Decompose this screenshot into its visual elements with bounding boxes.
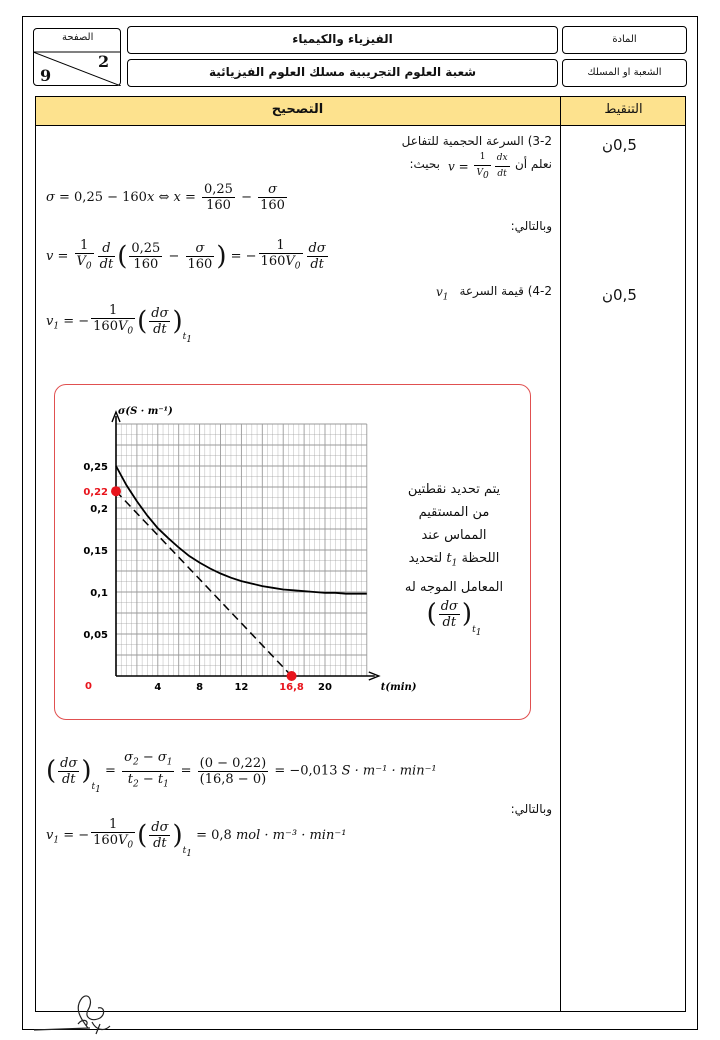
x-axis-label: t(min) (380, 682, 417, 693)
thus-2: وبالتالي: (510, 802, 552, 816)
x-tick-label: 20 (318, 682, 332, 693)
page-number: 2 (98, 52, 110, 71)
col-score-heading: التنقيط (604, 102, 643, 117)
y-tick-label: 0,1 (90, 588, 108, 599)
chart-note (384, 478, 524, 644)
x-tick-label: 4 (154, 682, 162, 693)
q32-title: 3-2) السرعة الحجمية للتفاعل (401, 134, 552, 148)
note-line-3: المماس عند (421, 528, 487, 543)
v-expression: v = $\frac{1}{V_0}$ $\frac{d}{dt}$ ( $\frac{0,25}{160}$ − $\frac{\sigma}{160}$ ) = − $\frac{1}{160V_0}$ $\frac{d\sigma}{dt}$ (46, 238, 326, 272)
note-line-5: المعامل الموجه له (404, 579, 504, 595)
thus-1: وبالتالي: (510, 219, 552, 233)
x-tick-label: 16,8 (279, 682, 304, 693)
y-tick-label: 0,22 (83, 487, 108, 499)
origin-label: 0 (85, 681, 92, 692)
tangent-point (111, 486, 121, 496)
subject-label: المادة (612, 34, 637, 45)
y-tick-label: 0,05 (83, 630, 108, 641)
slope-unit: S · m⁻¹ · min⁻¹ (341, 763, 437, 779)
note-line-4 (384, 547, 524, 576)
note-line-4-a: اللحظة (461, 551, 500, 566)
slope-calculation: ( $\frac{d\sigma}{dt}$ )$_{t_1}$ = $\frac{\sigma_2 - \sigma_1}{t_2 - t_1}$ = $\frac{(0 - 0,22)}{(16,8 - 0)}$ = −0,013 S · m⁻¹ · min⁻¹ (46, 750, 437, 795)
tangent-line (116, 491, 292, 676)
page-label: الصفحة (62, 32, 94, 43)
col-correction-heading: التصحيح (271, 102, 324, 117)
v1-value: = 0,8 (196, 827, 232, 843)
subject-title: الفيزياء والكيمياء (292, 32, 393, 46)
total-pages: 9 (40, 66, 52, 85)
note-derivative: ( $\frac{d\sigma}{dt}$ )$_{t_1}$ (426, 598, 482, 638)
branch-label: الشعبة او المسلك (587, 67, 662, 78)
y-tick-label: 0,2 (90, 504, 108, 515)
score-2: 0,5ن (602, 286, 637, 304)
signature (30, 988, 120, 1038)
score-1: 0,5ن (602, 136, 637, 154)
table-col-divider (560, 96, 561, 1012)
y-tick-label: 0,15 (83, 546, 108, 557)
tangent-point (287, 671, 297, 681)
v1-unit: mol · m⁻³ · min⁻¹ (235, 827, 347, 843)
t1-symbol: $t_1$ (446, 551, 458, 569)
q32-since: بحيث: (409, 157, 440, 171)
sigma-equation: σ = 0,25 − 160x ⇔ x = $\frac{0,25}{160}$ − $\frac{\sigma}{160}$ (46, 182, 285, 213)
x-tick-label: 12 (234, 682, 249, 693)
note-line-1: يتم تحديد نقطتين (407, 482, 501, 497)
v1-symbol: $v_1$ (436, 285, 449, 303)
y-tick-label: 0,25 (83, 462, 108, 473)
branch-title: شعبة العلوم التجريبية مسلك العلوم الفيزيائية (208, 65, 477, 79)
v-definition: v = $\frac{1}{V_0}$ $\frac{dx}{dt}$ (448, 152, 508, 181)
note-line-4-b: لتحديد (408, 551, 443, 566)
note-line-2: من المستقيم (418, 505, 490, 520)
v1-expression: $v_1$ = − $\frac{1}{160V_0}$ ( $\frac{d\sigma}{dt}$ )$_{t_1}$ (46, 303, 192, 345)
q32-line: نعلم أن (514, 157, 552, 171)
v1-result: $v_1$ = − $\frac{1}{160V_0}$ ( $\frac{d\sigma}{dt}$ )$_{t_1} = 0,8$ mol · m⁻³ · min⁻¹ (46, 817, 347, 859)
q42-title: 4-2) قيمة السرعة (459, 284, 552, 298)
slope-result: = −0,013 (274, 763, 338, 779)
y-axis-label: σ(S · m⁻¹) (118, 406, 173, 417)
x-tick-label: 8 (196, 682, 204, 693)
